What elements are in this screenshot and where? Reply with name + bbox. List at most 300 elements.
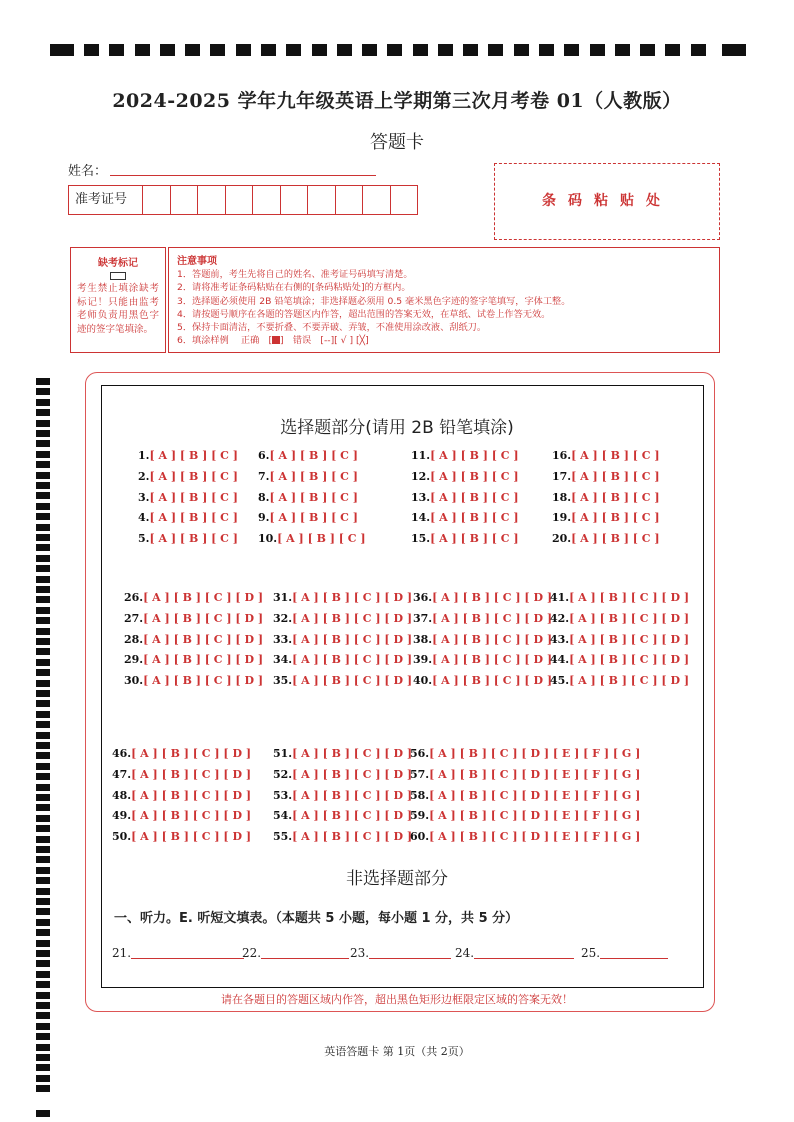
name-label: 姓名： xyxy=(68,164,108,179)
answer-options[interactable]: [ A ] [ B ] [ C ] xyxy=(149,449,238,462)
answer-options[interactable]: [ A ] [ B ] [ C ] xyxy=(430,511,519,525)
timing-mark xyxy=(463,44,478,56)
question-number: 26. xyxy=(124,591,144,604)
answer-options[interactable]: [ A ] [ B ] [ C ] xyxy=(430,469,519,483)
question-number: 18. xyxy=(552,490,572,504)
choice-question[interactable] xyxy=(124,633,263,646)
answer-options[interactable]: [ A ] [ B ] [ C ] xyxy=(149,490,238,504)
exam-id-cell[interactable] xyxy=(143,186,171,214)
answer-options[interactable]: [ A ] [ B ] [ C ] [ D ] [ E ] [ F ] [ G ] xyxy=(429,767,641,781)
question-number: 57. xyxy=(410,767,430,781)
timing-mark xyxy=(36,482,50,489)
question-number: 7. xyxy=(258,469,270,483)
question-number: 50. xyxy=(112,830,132,844)
answer-options[interactable]: [ A ] [ B ] [ C ] [ D ] xyxy=(569,591,690,604)
answer-options[interactable]: [ A ] [ B ] [ C ] [ D ] xyxy=(569,611,690,625)
question-number: 44. xyxy=(550,653,570,667)
timing-mark xyxy=(36,524,50,531)
timing-mark xyxy=(387,44,402,56)
timing-mark xyxy=(36,565,50,572)
timing-mark xyxy=(36,971,50,978)
answer-options[interactable]: [ A ] [ B ] [ C ] [ D ] xyxy=(292,747,413,760)
question-number: 30. xyxy=(124,674,144,688)
absent-mark-title: 缺考标记 xyxy=(98,258,138,269)
timing-mark xyxy=(36,908,50,915)
question-number: 56. xyxy=(410,747,430,760)
answer-options[interactable]: [ A ] [ B ] [ C ] xyxy=(149,532,238,546)
question-number: 42. xyxy=(550,611,570,625)
timing-mark xyxy=(36,451,50,458)
question-number: 8. xyxy=(258,490,270,504)
blank-number: 22. xyxy=(242,946,262,960)
choice-question[interactable] xyxy=(273,830,412,843)
timing-mark xyxy=(36,680,50,687)
timing-mark xyxy=(36,721,50,728)
timing-mark xyxy=(36,461,50,468)
timing-mark xyxy=(36,1075,50,1082)
barcode-area: 条码粘贴处 xyxy=(494,163,720,240)
page-footer: 英语答题卡 第 1页（共 2页） xyxy=(324,1045,470,1058)
answer-options[interactable]: [ A ] [ B ] [ C ] [ D ] xyxy=(131,809,252,823)
timing-mark xyxy=(36,607,50,614)
choice-question[interactable] xyxy=(258,449,358,462)
timing-mark xyxy=(36,503,50,510)
question-number: 32. xyxy=(273,611,293,625)
question-number: 41. xyxy=(550,591,570,604)
choice-question[interactable] xyxy=(411,532,519,545)
answer-options[interactable]: [ A ] [ B ] [ C ] [ D ] xyxy=(143,591,264,604)
blank-number: 24. xyxy=(455,946,475,960)
question-number: 45. xyxy=(550,674,570,688)
blank-number: 25. xyxy=(581,946,601,960)
timing-mark xyxy=(36,763,50,770)
question-number: 48. xyxy=(112,788,132,802)
exam-id-cell[interactable] xyxy=(336,186,364,214)
choice-question[interactable] xyxy=(411,449,519,462)
choice-question[interactable] xyxy=(410,809,640,822)
timing-mark xyxy=(36,440,50,447)
answer-options[interactable]: [ A ] [ B ] [ C ] [ D ] xyxy=(131,788,252,802)
question-number: 59. xyxy=(410,809,430,823)
question-number: 5. xyxy=(138,532,150,546)
choice-question[interactable] xyxy=(112,809,251,822)
choice-question[interactable] xyxy=(411,511,519,524)
choice-question[interactable] xyxy=(273,747,412,760)
timing-mark xyxy=(36,804,50,811)
nonchoice-section-title: 非选择题部分 xyxy=(346,869,448,889)
question-number: 3. xyxy=(138,490,150,504)
question-number: 35. xyxy=(273,674,293,688)
answer-options[interactable]: [ A ] [ B ] [ C ] xyxy=(430,490,519,504)
timing-mark xyxy=(36,388,50,395)
question-number: 46. xyxy=(112,747,132,760)
choice-question[interactable] xyxy=(124,612,263,625)
choice-question[interactable] xyxy=(550,653,689,666)
choice-question[interactable] xyxy=(258,532,366,545)
answer-options[interactable]: [ A ] [ B ] [ C ] [ D ] xyxy=(131,830,252,844)
choice-question[interactable] xyxy=(411,491,519,504)
notes-line: 2．请将准考证条码粘贴在右侧的[条码粘贴处]的方框内。 xyxy=(177,282,411,294)
timing-mark xyxy=(36,492,50,499)
choice-question[interactable] xyxy=(413,612,552,625)
choice-question[interactable] xyxy=(552,491,660,504)
notes-line: 1．答题前，考生先将自己的姓名、准考证号码填写清楚。 xyxy=(177,269,413,280)
timing-mark xyxy=(36,794,50,801)
timing-mark xyxy=(36,617,50,624)
choice-question[interactable] xyxy=(258,491,358,504)
question-number: 19. xyxy=(552,511,572,525)
timing-mark xyxy=(539,44,554,56)
exam-id-label: 准考证号 xyxy=(69,186,143,214)
timing-mark xyxy=(615,44,630,56)
timing-mark xyxy=(36,544,50,551)
question-number: 28. xyxy=(124,632,144,646)
question-number: 37. xyxy=(413,611,433,625)
choice-question[interactable] xyxy=(410,789,640,802)
exam-id-cell[interactable] xyxy=(363,186,391,214)
question-number: 12. xyxy=(411,469,431,483)
answer-options[interactable]: [ A ] [ B ] [ C ] [ D ] xyxy=(569,653,690,667)
answer-options[interactable]: [ A ] [ B ] [ C ] [ D ] xyxy=(432,674,553,688)
exam-id-cell[interactable] xyxy=(253,186,281,214)
answer-options[interactable]: [ A ] [ B ] [ C ] [ D ] xyxy=(143,653,264,667)
timing-mark xyxy=(286,44,301,56)
answer-options[interactable]: [ A ] [ B ] [ C ] [ D ] xyxy=(292,674,413,688)
exam-id-cell[interactable] xyxy=(171,186,199,214)
answer-options[interactable]: [ A ] [ B ] [ C ] [ D ] xyxy=(569,674,690,688)
notes-sample-line xyxy=(177,334,711,347)
choice-question[interactable] xyxy=(138,449,238,462)
choice-question[interactable] xyxy=(112,830,251,843)
timing-mark xyxy=(312,44,327,56)
choice-question[interactable] xyxy=(273,768,412,781)
timing-mark xyxy=(160,44,175,56)
timing-mark xyxy=(36,513,50,520)
question-number: 17. xyxy=(552,469,572,483)
blank-24[interactable] xyxy=(455,946,574,960)
page-title: 2024-2025 学年九年级英语上学期第三次月考卷 01（人教版） xyxy=(112,90,682,112)
question-number: 34. xyxy=(273,653,293,667)
timing-mark xyxy=(84,44,99,56)
question-number: 16. xyxy=(552,449,572,462)
absent-mark-box xyxy=(70,247,166,353)
timing-mark xyxy=(722,44,746,56)
answer-options[interactable]: [ A ] [ B ] [ C ] [ D ] xyxy=(131,747,252,760)
choice-question[interactable] xyxy=(273,591,412,604)
question-number: 53. xyxy=(273,788,293,802)
blank-23[interactable] xyxy=(350,946,451,960)
timing-mark xyxy=(36,378,50,385)
question-number: 60. xyxy=(410,830,430,844)
exam-id-box xyxy=(68,185,418,215)
blank-number: 23. xyxy=(350,946,370,960)
timing-mark xyxy=(36,690,50,697)
timing-mark xyxy=(564,44,579,56)
answer-options[interactable]: [ A ] [ B ] [ C ] [ D ] xyxy=(292,830,413,844)
question-number: 29. xyxy=(124,653,144,667)
answer-options[interactable]: [ A ] [ B ] [ C ] [ D ] xyxy=(292,653,413,667)
timing-mark xyxy=(337,44,352,56)
timing-mark xyxy=(36,534,50,541)
choice-question[interactable] xyxy=(413,653,552,666)
answer-options[interactable]: [ A ] [ B ] [ C ] [ D ] xyxy=(292,632,413,646)
answer-options[interactable]: [ A ] [ B ] [ C ] [ D ] xyxy=(432,611,553,625)
top-timing-marks xyxy=(50,44,746,56)
answer-options[interactable]: [ A ] [ B ] [ C ] [ D ] xyxy=(131,767,252,781)
blank-number: 21. xyxy=(112,946,132,960)
answer-options[interactable]: [ A ] [ B ] [ C ] xyxy=(149,469,238,483)
timing-mark xyxy=(210,44,225,56)
exam-id-cell[interactable] xyxy=(198,186,226,214)
answer-options[interactable]: [ A ] [ B ] [ C ] xyxy=(269,490,358,504)
question-number: 6. xyxy=(258,449,270,462)
timing-mark xyxy=(362,44,377,56)
timing-mark xyxy=(413,44,428,56)
timing-mark xyxy=(36,669,50,676)
answer-options[interactable]: [ A ] [ B ] [ C ] [ D ] xyxy=(292,591,413,604)
question-number: 15. xyxy=(411,532,431,546)
name-field[interactable] xyxy=(110,175,376,176)
answer-options[interactable]: [ A ] [ B ] [ C ] [ D ] xyxy=(292,788,413,802)
question-number: 36. xyxy=(413,591,433,604)
choice-question[interactable] xyxy=(552,470,660,483)
question-number: 58. xyxy=(410,788,430,802)
choice-question[interactable] xyxy=(124,674,263,687)
timing-mark xyxy=(36,659,50,666)
answer-options[interactable]: [ A ] [ B ] [ C ] xyxy=(149,511,238,525)
choice-question[interactable] xyxy=(411,470,519,483)
question-number: 1. xyxy=(138,449,150,462)
choice-question[interactable] xyxy=(124,591,263,604)
timing-mark xyxy=(36,399,50,406)
answer-options[interactable]: [ A ] [ B ] [ C ] xyxy=(571,449,660,462)
timing-mark xyxy=(36,752,50,759)
timing-mark xyxy=(438,44,453,56)
choice-question[interactable] xyxy=(550,612,689,625)
answer-options[interactable]: [ A ] [ B ] [ C ] [ D ] xyxy=(143,632,264,646)
timing-mark xyxy=(36,1012,50,1019)
timing-mark xyxy=(36,700,50,707)
question-number: 43. xyxy=(550,632,570,646)
timing-mark xyxy=(185,44,200,56)
choice-question[interactable] xyxy=(550,674,689,687)
notes-line: 3．选择题必须使用 2B 铅笔填涂；非选择题必须用 0.5 毫米黑色字迹的签字笔填写，字体工整。 xyxy=(177,295,571,307)
timing-mark xyxy=(36,472,50,479)
question-number: 4. xyxy=(138,511,150,525)
timing-mark xyxy=(36,711,50,718)
timing-mark xyxy=(36,940,50,947)
choice-question[interactable] xyxy=(552,511,660,524)
timing-mark xyxy=(36,1085,50,1092)
answer-options[interactable]: [ A ] [ B ] [ C ] [ D ] xyxy=(143,674,264,688)
sample-suffix: ] 错误 [--][ √ ] [╳] xyxy=(280,335,369,347)
timing-mark xyxy=(36,950,50,957)
answer-options[interactable]: [ A ] [ B ] [ C ] [ D ] [ E ] [ F ] [ G ] xyxy=(429,788,641,802)
answer-options[interactable]: [ A ] [ B ] [ C ] [ D ] xyxy=(292,611,413,625)
question-number: 27. xyxy=(124,611,144,625)
question-number: 47. xyxy=(112,767,132,781)
timing-mark xyxy=(488,44,503,56)
answer-options[interactable]: [ A ] [ B ] [ C ] [ D ] xyxy=(432,632,553,646)
timing-mark xyxy=(109,44,124,56)
choice-question[interactable] xyxy=(410,830,640,843)
answer-options[interactable]: [ A ] [ B ] [ C ] xyxy=(430,449,519,462)
question-number: 13. xyxy=(411,490,431,504)
blank-21[interactable] xyxy=(112,946,244,960)
notes-title: 注意事项 xyxy=(177,256,217,267)
exam-id-cell[interactable] xyxy=(281,186,309,214)
timing-mark xyxy=(236,44,251,56)
choice-question[interactable] xyxy=(258,511,358,524)
question-number: 39. xyxy=(413,653,433,667)
choice-question[interactable] xyxy=(273,653,412,666)
answer-options[interactable]: [ A ] [ B ] [ C ] xyxy=(571,469,660,483)
timing-mark xyxy=(36,1023,50,1030)
answer-options[interactable]: [ A ] [ B ] [ C ] xyxy=(269,469,358,483)
absent-mark-desc: 考生禁止填涂缺考标记！只能由监考老师负责用黑色字迹的签字笔填涂。 xyxy=(77,283,159,335)
choice-question[interactable] xyxy=(124,653,263,666)
answer-options[interactable]: [ A ] [ B ] [ C ] [ D ] [ E ] [ F ] [ G ] xyxy=(429,830,641,844)
timing-mark xyxy=(36,929,50,936)
timing-mark xyxy=(36,576,50,583)
answer-options[interactable]: [ A ] [ B ] [ C ] [ D ] xyxy=(143,611,264,625)
timing-mark xyxy=(36,638,50,645)
question-number: 52. xyxy=(273,767,293,781)
choice-question[interactable] xyxy=(112,789,251,802)
timing-mark xyxy=(36,1033,50,1040)
timing-mark xyxy=(36,898,50,905)
question-number: 20. xyxy=(552,532,572,546)
choice-question[interactable] xyxy=(138,470,238,483)
answer-options[interactable]: [ A ] [ B ] [ C ] xyxy=(277,532,366,546)
choice-question[interactable] xyxy=(273,612,412,625)
listening-part-title: 一、听力。E. 听短文填表。（本题共 5 小题，每小题 1 分，共 5 分） xyxy=(114,911,519,926)
answer-options[interactable]: [ A ] [ B ] [ C ] [ D ] xyxy=(569,632,690,646)
question-number: 49. xyxy=(112,809,132,823)
question-number: 55. xyxy=(273,830,293,844)
timing-mark xyxy=(665,44,680,56)
answer-options[interactable]: [ A ] [ B ] [ C ] [ D ] xyxy=(292,767,413,781)
blank-22[interactable] xyxy=(242,946,349,960)
question-number: 33. xyxy=(273,632,293,646)
notes-box xyxy=(168,247,720,353)
choice-question[interactable] xyxy=(413,674,552,687)
answer-options[interactable]: [ A ] [ B ] [ C ] [ D ] [ E ] [ F ] [ G ] xyxy=(429,747,641,760)
timing-mark xyxy=(36,825,50,832)
choice-question[interactable] xyxy=(138,491,238,504)
choice-question[interactable] xyxy=(552,532,660,545)
choice-question[interactable] xyxy=(413,633,552,646)
question-number: 9. xyxy=(258,511,270,525)
question-number: 51. xyxy=(273,747,293,760)
choice-question[interactable] xyxy=(273,789,412,802)
answer-options[interactable]: [ A ] [ B ] [ C ] xyxy=(571,511,660,525)
exam-id-cell[interactable] xyxy=(391,186,418,214)
timing-mark xyxy=(135,44,150,56)
choice-section-title: 选择题部分(请用 2B 铅笔填涂) xyxy=(280,418,514,438)
timing-mark xyxy=(36,596,50,603)
answer-options[interactable]: [ A ] [ B ] [ C ] [ D ] xyxy=(432,591,553,604)
question-number: 31. xyxy=(273,591,293,604)
timing-mark xyxy=(36,784,50,791)
timing-mark xyxy=(36,981,50,988)
timing-mark xyxy=(691,44,706,56)
timing-mark xyxy=(36,856,50,863)
timing-mark xyxy=(640,44,655,56)
question-number: 11. xyxy=(411,449,431,462)
choice-question[interactable] xyxy=(552,449,660,462)
timing-mark xyxy=(36,555,50,562)
notes-line: 4．请按题号顺序在各题的答题区内作答，超出范围的答案无效，在草纸、试卷上作答无效。 xyxy=(177,308,551,320)
sample-prefix: 6．填涂样例 正确 [ xyxy=(177,335,273,347)
timing-mark xyxy=(36,960,50,967)
answer-options[interactable]: [ A ] [ B ] [ C ] [ D ] xyxy=(432,653,553,667)
choice-question[interactable] xyxy=(413,591,552,604)
timing-mark xyxy=(36,648,50,655)
choice-question[interactable] xyxy=(273,674,412,687)
exam-id-cell[interactable] xyxy=(308,186,336,214)
timing-mark xyxy=(36,1064,50,1071)
choice-question[interactable] xyxy=(112,747,251,760)
filled-sample-icon xyxy=(272,336,280,344)
timing-mark xyxy=(36,628,50,635)
choice-question[interactable] xyxy=(410,747,640,760)
timing-mark xyxy=(590,44,605,56)
question-number: 10. xyxy=(258,532,278,546)
answer-options[interactable]: [ A ] [ B ] [ C ] xyxy=(571,532,660,546)
timing-mark xyxy=(36,815,50,822)
answer-options[interactable]: [ A ] [ B ] [ C ] [ D ] [ E ] [ F ] [ G ] xyxy=(429,809,641,823)
choice-question[interactable] xyxy=(550,633,689,646)
timing-mark xyxy=(36,773,50,780)
question-number: 40. xyxy=(413,674,433,688)
absent-mark-checkbox[interactable] xyxy=(110,272,126,280)
choice-question[interactable] xyxy=(138,511,238,524)
blank-25[interactable] xyxy=(581,946,668,960)
question-number: 14. xyxy=(411,511,431,525)
question-number: 54. xyxy=(273,809,293,823)
notes-line: 5．保持卡面清洁，不要折叠、不要弄破、弄皱，不准使用涂改液、刮纸刀。 xyxy=(177,322,487,334)
exam-id-cell[interactable] xyxy=(226,186,254,214)
timing-mark xyxy=(36,732,50,739)
choice-question[interactable] xyxy=(138,532,238,545)
timing-mark xyxy=(50,44,74,56)
answer-options[interactable]: [ A ] [ B ] [ C ] xyxy=(430,532,519,546)
timing-mark xyxy=(36,1110,50,1117)
timing-mark xyxy=(36,919,50,926)
question-number: 38. xyxy=(413,632,433,646)
choice-question[interactable] xyxy=(258,470,358,483)
timing-mark xyxy=(36,742,50,749)
answer-options[interactable]: [ A ] [ B ] [ C ] [ D ] xyxy=(292,809,413,823)
choice-question[interactable] xyxy=(410,768,640,781)
timing-mark xyxy=(514,44,529,56)
timing-mark xyxy=(261,44,276,56)
answer-options[interactable]: [ A ] [ B ] [ C ] xyxy=(269,511,358,525)
answer-options[interactable]: [ A ] [ B ] [ C ] xyxy=(269,449,358,462)
question-number: 2. xyxy=(138,469,150,483)
choice-question[interactable] xyxy=(273,809,412,822)
timing-mark xyxy=(36,836,50,843)
page-subtitle: 答题卡 xyxy=(370,132,424,153)
choice-question[interactable] xyxy=(112,768,251,781)
timing-mark xyxy=(36,846,50,853)
timing-mark xyxy=(36,586,50,593)
answer-options[interactable]: [ A ] [ B ] [ C ] xyxy=(571,490,660,504)
choice-question[interactable] xyxy=(273,633,412,646)
area-warning: 请在各题目的答题区域内作答，超出黑色矩形边框限定区域的答案无效！ xyxy=(221,993,573,1006)
choice-question[interactable] xyxy=(550,591,689,604)
